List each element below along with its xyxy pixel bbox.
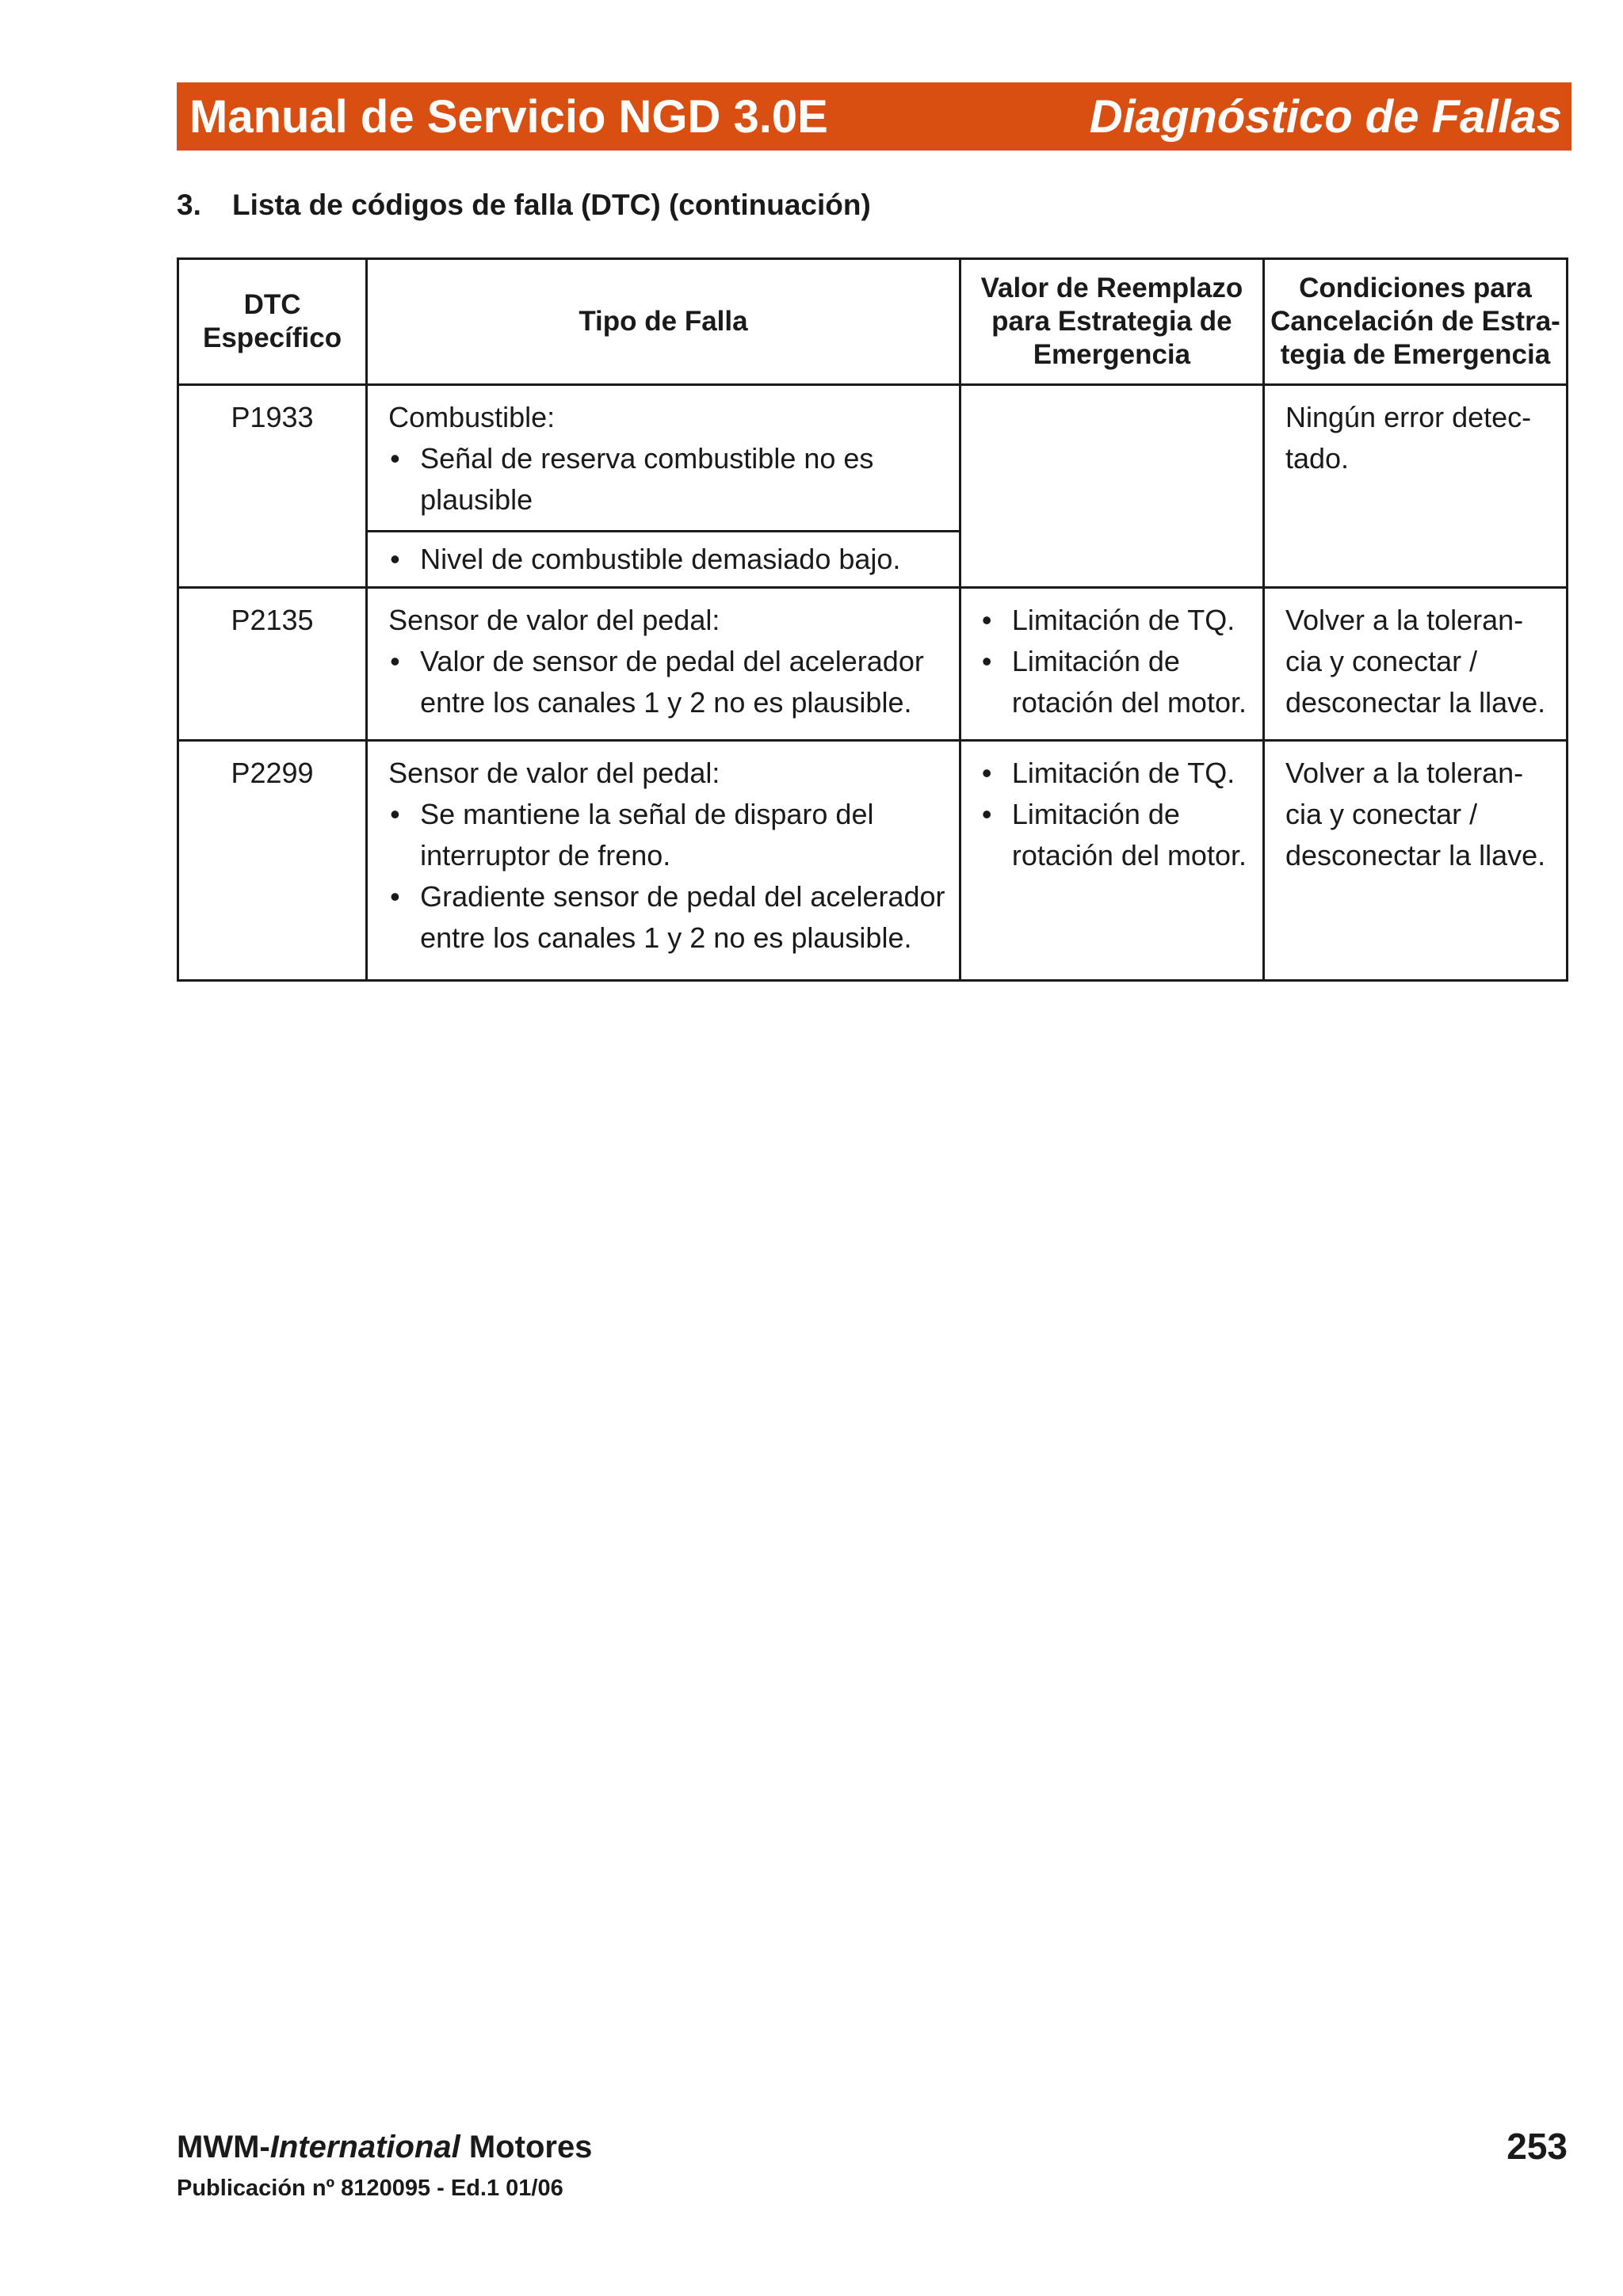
- header-cancel-conditions: Condiciones para Cancelación de Estra-tegia de Emergencia: [1263, 259, 1567, 385]
- brand-prefix: MWM-: [177, 2130, 270, 2164]
- publisher-brand: [177, 2130, 592, 2165]
- table-row: [178, 741, 1568, 981]
- conditions-cell: Volver a la toleran-cia y conectar / desconectar la llave.: [1263, 588, 1567, 741]
- dtc-table: [177, 257, 1568, 982]
- brand-suffix: Motores: [460, 2130, 593, 2164]
- conditions-cell: Volver a la toleran-cia y conectar / desconectar la llave.: [1263, 741, 1567, 981]
- section-heading: [177, 189, 871, 222]
- fault-type-bullet: • Gradiente sensor de pedal del acelerador entre los canales 1 y 2 no es plausible.: [388, 876, 949, 959]
- conditions-cell: Ningún error detec-tado.: [1263, 385, 1567, 588]
- fault-type-cell: [367, 741, 960, 981]
- dtc-code: P2135: [178, 588, 367, 741]
- fault-type-intro: Sensor de valor del pedal:: [388, 604, 720, 636]
- table-row: [178, 588, 1568, 741]
- fault-type-cell: [367, 588, 960, 741]
- header-fault-type: Tipo de Falla: [367, 259, 960, 385]
- replacement-bullet: • Limitación de rotación del motor.: [980, 641, 1256, 723]
- replacement-cell: [960, 741, 1263, 981]
- fault-type-bullet: • Señal de reserva combustible no es plausible: [388, 438, 949, 521]
- header-bar: [177, 82, 1571, 151]
- fault-type-cell: [367, 385, 960, 588]
- replacement-bullet: • Limitación de rotación del motor.: [980, 794, 1256, 876]
- page-number: 253: [1507, 2126, 1568, 2167]
- publication-info: Publicación nº 8120095 - Ed.1 01/06: [177, 2176, 563, 2201]
- fault-type-bullet: • Nivel de combustible demasiado bajo.: [388, 539, 949, 580]
- replacement-bullet: • Limitación de TQ.: [980, 753, 1256, 794]
- fault-type-intro: Combustible:: [388, 401, 556, 433]
- header-dtc-code: DTC Específico: [178, 259, 367, 385]
- fault-type-bullet: • Valor de sensor de pedal del acelerador entre los canales 1 y 2 no es plausible.: [388, 641, 949, 723]
- fault-type-bullet: • Se mantiene la señal de disparo del interruptor de freno.: [388, 794, 949, 876]
- replacement-cell: [960, 588, 1263, 741]
- fault-type-intro: Sensor de valor del pedal:: [388, 757, 720, 789]
- dtc-code: P1933: [178, 385, 367, 588]
- replacement-cell: [960, 385, 1263, 588]
- table-header-row: [178, 259, 1568, 385]
- brand-italic: International: [269, 2130, 460, 2164]
- header-replacement-value: Valor de Reemplazo para Estrategia de Emergencia: [960, 259, 1263, 385]
- table-row: [178, 385, 1568, 588]
- manual-title: Manual de Servicio NGD 3.0E: [189, 90, 828, 143]
- replacement-bullet: • Limitación de TQ.: [980, 600, 1256, 641]
- section-number: 3.: [177, 189, 201, 221]
- dtc-code: P2299: [178, 741, 367, 981]
- chapter-title: Diagnóstico de Fallas: [1089, 90, 1562, 143]
- section-title: Lista de códigos de falla (DTC) (continuación): [232, 189, 871, 221]
